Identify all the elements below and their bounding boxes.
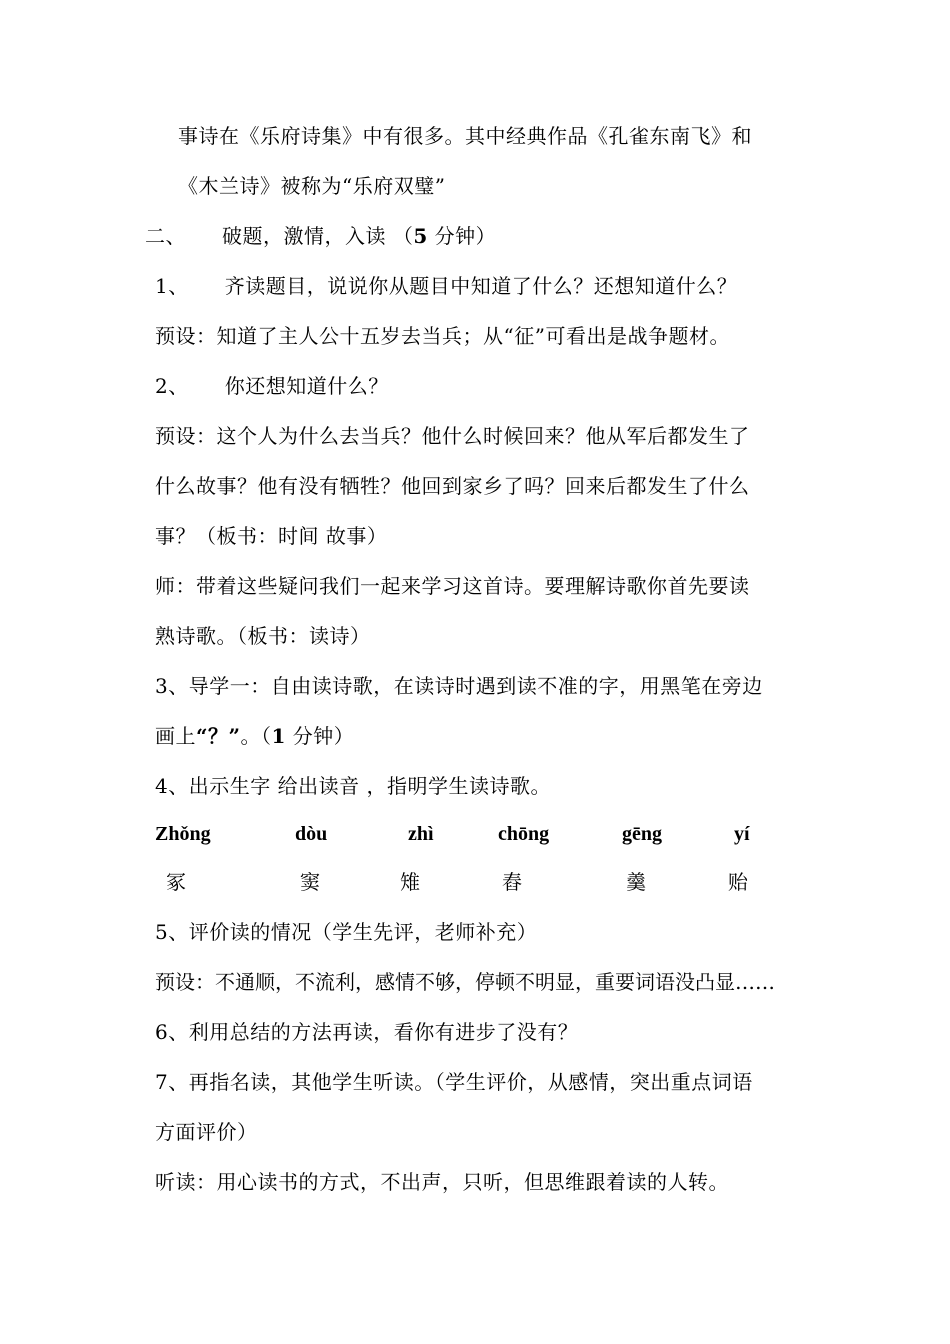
pinyin-item: chōng xyxy=(498,823,550,845)
pinyin-item: dòu xyxy=(295,823,328,845)
item-number: 1、 xyxy=(155,274,189,298)
text-line: 听读：用心读书的方式，不出声，只听，但思维跟着读的人转。 xyxy=(155,1170,729,1194)
text-run: 分钟） xyxy=(285,724,355,748)
text-line: 《木兰诗》被称为“乐府双璧” xyxy=(178,174,446,198)
text-line: 什么故事？他有没有牺牲？他回到家乡了吗？回来后都发生了什么 xyxy=(155,474,750,498)
text-line: 3、导学一：自由读诗歌，在读诗时遇到读不准的字，用黑笔在旁边 xyxy=(155,674,763,698)
section-duration-unit: 分钟） xyxy=(427,224,497,248)
section-duration-number: 5 xyxy=(413,224,428,248)
item-text: 齐读题目，说说你从题目中知道了什么？还想知道什么？ xyxy=(224,274,738,298)
list-item xyxy=(155,266,815,306)
text-line: 7、再指名读，其他学生听读。（学生评价，从感情，突出重点词语 xyxy=(155,1070,753,1094)
section-heading xyxy=(145,216,805,256)
text-run: 。（ xyxy=(240,724,272,748)
text-line: 预设：知道了主人公十五岁去当兵；从“征”可看出是战争题材。 xyxy=(155,324,730,348)
list-item xyxy=(155,366,815,406)
text-line: 熟诗歌。（板书：读诗） xyxy=(155,624,371,648)
text-line: 预设：不通顺，不流利，感情不够，停顿不明显，重要词语没凸显…… xyxy=(155,970,775,994)
text-run-bold: “？” xyxy=(196,724,241,748)
pinyin-item: gēng xyxy=(622,823,662,845)
text-line: 6、利用总结的方法再读，看你有进步了没有？ xyxy=(155,1020,579,1044)
pinyin-item: yí xyxy=(734,823,750,845)
text-run: 画上 xyxy=(155,724,196,748)
pinyin-item: zhì xyxy=(408,823,434,845)
text-line: 事？（板书：时间 故事） xyxy=(155,524,388,548)
character-item: 羹 xyxy=(626,870,646,894)
section-number: 二、 xyxy=(145,224,186,248)
item-number: 2、 xyxy=(155,374,189,398)
text-line: 事诗在《乐府诗集》中有很多。其中经典作品《孔雀东南飞》和 xyxy=(178,124,752,148)
text-line: 4、出示生字 给出读音 ，指明学生读诗歌。 xyxy=(155,774,551,798)
character-item: 窦 xyxy=(300,870,320,894)
text-run-bold: 1 xyxy=(271,724,286,748)
text-line xyxy=(155,716,815,756)
character-item: 冢 xyxy=(166,870,186,894)
text-line: 预设：这个人为什么去当兵？他什么时候回来？他从军后都发生了 xyxy=(155,424,750,448)
item-text: 你还想知道什么？ xyxy=(224,374,389,398)
section-title: 破题，激情，入读 （ xyxy=(222,224,414,248)
character-item: 贻 xyxy=(728,870,748,894)
character-item: 舂 xyxy=(502,870,522,894)
text-line: 方面评价） xyxy=(155,1120,258,1144)
pinyin-item: Zhǒng xyxy=(155,823,211,845)
text-line: 5、评价读的情况（学生先评，老师补充） xyxy=(155,920,538,944)
text-line: 师：带着这些疑问我们一起来学习这首诗。要理解诗歌你首先要读 xyxy=(155,574,750,598)
character-item: 雉 xyxy=(400,870,420,894)
